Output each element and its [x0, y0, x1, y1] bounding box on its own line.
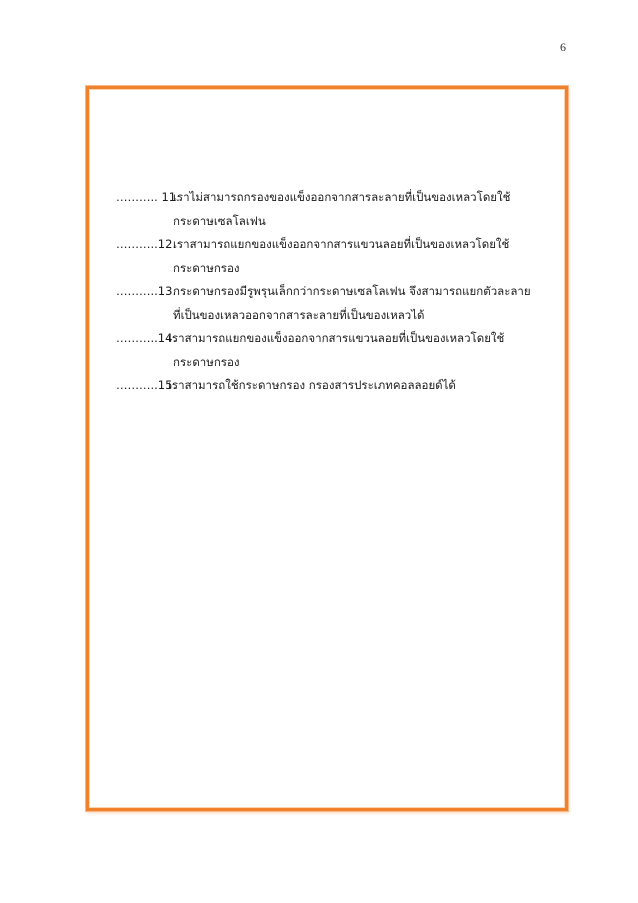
page-number: 6: [560, 40, 566, 54]
statement-12-prefix: ………..12.: [116, 237, 177, 251]
statement-13: [116, 280, 556, 327]
statement-14-continuation: กระดาษกรอง: [173, 354, 240, 369]
statement-13-text: กระดาษกรองมีรูพรุนเล็กกว่ากระดาษเซลโลเฟน จึงสามารถแยกตัวละลาย: [173, 284, 531, 298]
statement-list: [116, 186, 556, 398]
statement-11-continuation: กระดาษเซลโลเฟน: [173, 213, 266, 228]
statement-12: [116, 233, 556, 280]
statement-11: [116, 186, 556, 233]
statement-15: [116, 374, 556, 398]
statement-13-prefix: ………..13.: [116, 284, 177, 298]
statement-11-text: เราไม่สามารถกรองของแข็งออกจากสารละลายที่เป็นของเหลวโดยใช้: [173, 190, 511, 204]
statement-15-text: เราสามารถใช้กระดาษกรอง กรองสารประเภทคอลลอยด์ได้: [168, 378, 456, 392]
statement-15-prefix: ………..15.: [116, 378, 177, 392]
statement-14-text: เราสามารถแยกของแข็งออกจากสารแขวนลอยที่เป็นของเหลวโดยใช้: [168, 331, 505, 345]
statement-14: [116, 327, 556, 374]
statement-12-text: เราสามารถแยกของแข็งออกจากสารแขวนลอยที่เป็นของเหลวโดยใช้: [173, 237, 510, 251]
statement-13-continuation: ที่เป็นของเหลวออกจากสารละลายที่เป็นของเหลวได้: [173, 307, 425, 322]
statement-14-prefix: ………..14.: [116, 331, 177, 345]
statement-11-prefix: ……….. 11.: [116, 190, 180, 204]
statement-12-continuation: กระดาษกรอง: [173, 260, 240, 275]
